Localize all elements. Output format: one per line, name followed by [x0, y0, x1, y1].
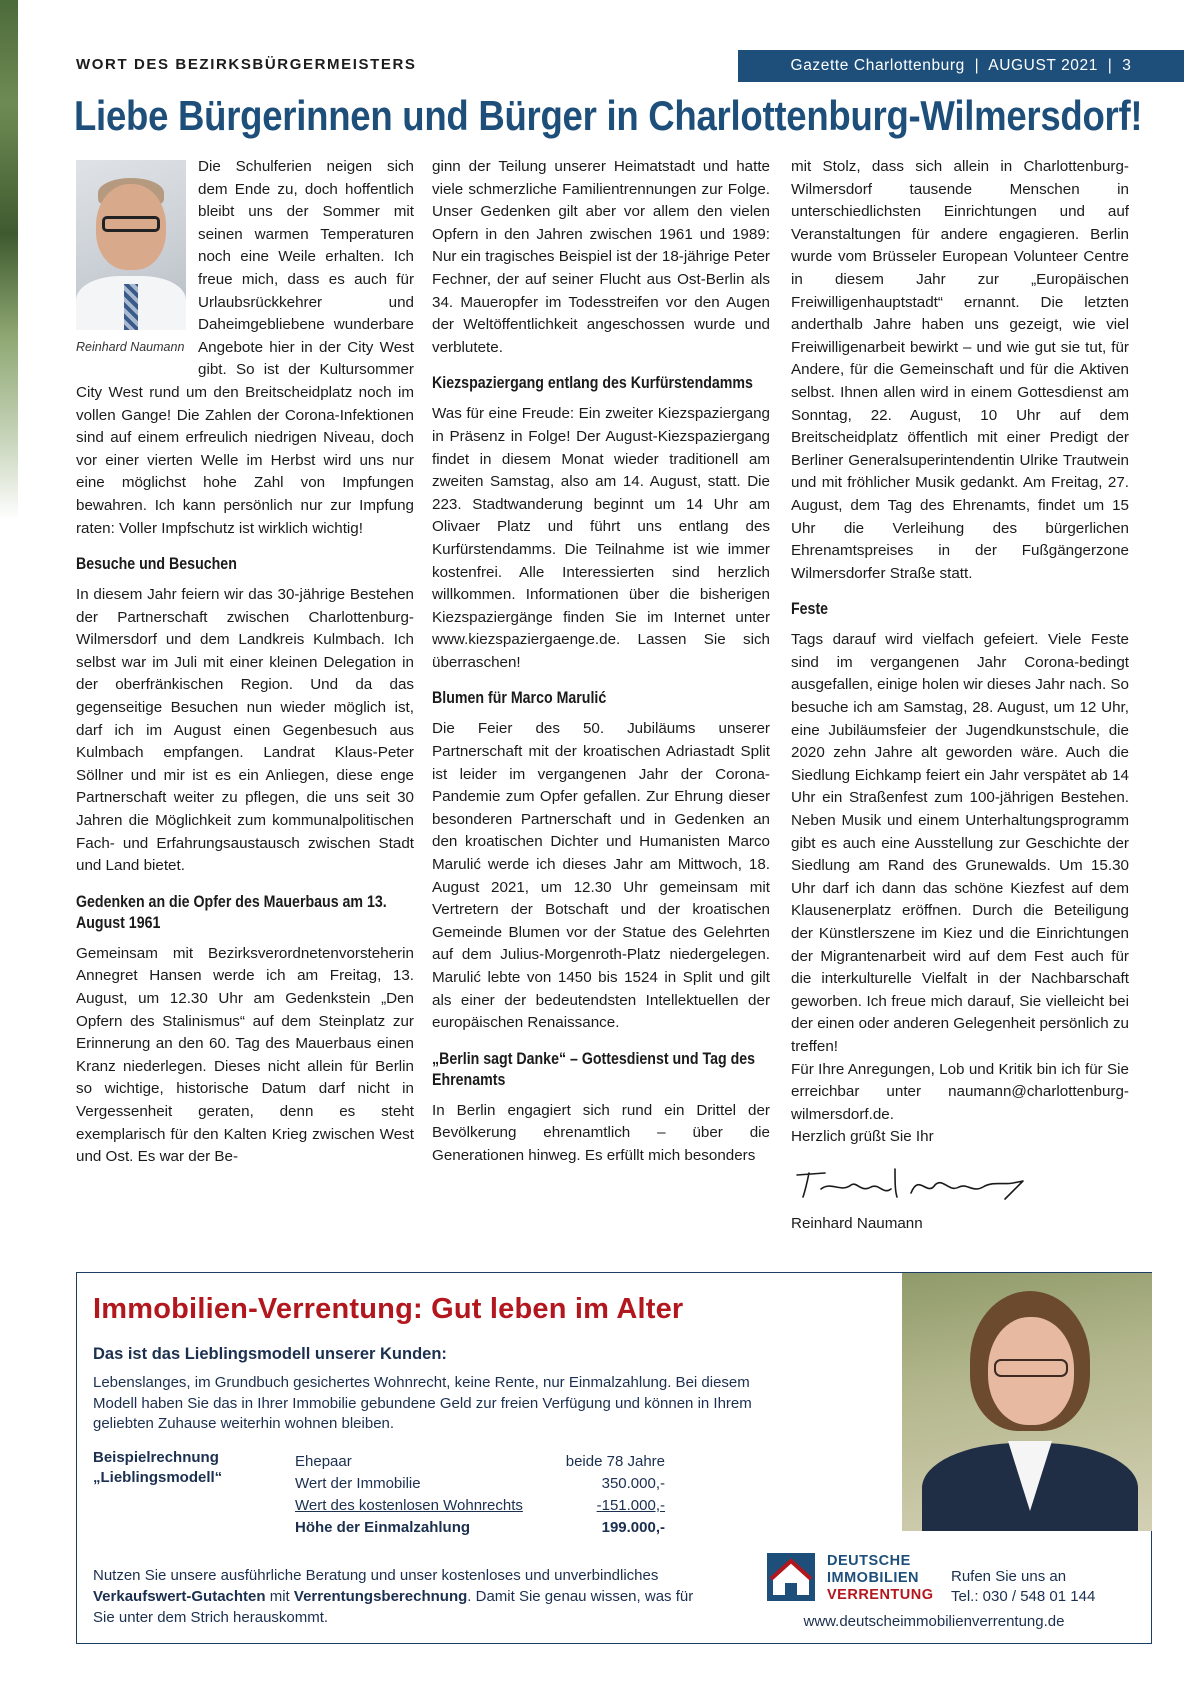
ad-website-link[interactable]: www.deutscheimmobilienverrentung.de [803, 1613, 1065, 1630]
company-logo [765, 1551, 1125, 1607]
calc-row [295, 1495, 665, 1517]
contact-phone[interactable]: Tel.: 030 / 548 01 144 [951, 1588, 1096, 1605]
ad-title: Immobilien-Verrentung: Gut leben im Alter [93, 1293, 684, 1325]
calc-row-value: beide 78 Jahre [565, 1453, 665, 1470]
advertisement-box [76, 1272, 1152, 1644]
ad-intro: Lebenslanges, im Grundbuch gesichertes Wohnrecht, keine Rente, nur Einmalzahlung. Bei diesem Modell haben Sie das in Ihrer Immobilie gebundene Geld zur freien Verfügung und können in Ihrem geliebten Zuhause weiterhin wohnen bleiben. [93, 1374, 752, 1432]
section-label: WORT DES BEZIRKSBÜRGERMEISTERS [76, 56, 417, 73]
article-column-1 [76, 156, 414, 1169]
calc-row-label: Wert des kostenlosen Wohnrechts [295, 1497, 523, 1514]
article-column-2 [432, 156, 770, 1168]
portrait-photo [76, 160, 186, 330]
ad-footer-part: . Damit Sie genau wissen, was für Sie unter dem Strich herauskommt. [93, 1588, 694, 1626]
portrait-figure [76, 160, 186, 359]
calc-row-value: -151.000,- [596, 1497, 665, 1514]
subheading-kiezspaziergang: Kiezspaziergang entlang des Kurfürstendamms [432, 374, 753, 393]
ad-footer-bold-gutachten: Verkaufswert-Gutachten [93, 1588, 266, 1605]
portrait-tie [124, 284, 138, 330]
house-logo-icon [765, 1551, 817, 1603]
ad-footer-bold-berechnung: Verrentungsberechnung [293, 1588, 468, 1605]
subheading-marulic: Blumen für Marco Marulić [432, 689, 607, 708]
ad-subtitle: Das ist das Lieblingsmodell unserer Kunden: [93, 1345, 447, 1363]
calc-row-label: Ehepaar [295, 1453, 352, 1470]
calc-row-value: 199.000,- [601, 1519, 665, 1536]
ad-portrait-photo [902, 1273, 1152, 1531]
ad-portrait-glasses [994, 1359, 1068, 1377]
paragraph-kiezspaziergang: Was für eine Freude: Ein zweiter Kiezspaziergang in Präsenz in Folge! Der August-Kiezspaziergang findet in diesem Monat wieder traditionell am zweiten Samstag, also am 14. August, statt. Die 223. Stadtwanderung beginnt um 14 Uhr am Olivaer Platz und führt uns entlang des Kurfürstendamms. Die Teilnahme ist wie immer kostenfrei. Alle Interessierten sind herzlich willkommen. Informationen über die bisherigen Kiezspaziergänge finden Sie im Internet unter www.kiezspaziergaenge.de. Lassen Sie sich überraschen! [432, 405, 770, 671]
paragraph-gedenken: Gemeinsam mit Bezirksverordnetenvorsteherin Annegret Hansen werde ich am Freitag, 13. August, um 12.30 Uhr am Gedenkstein „Den Opfern des Stalinismus“ auf dem Steinplatz zur Erinnerung an den 60. Tag des Mauerbaus einen Kranz niederlegen. Dieses nicht allein für Berlin so wichtige, historische Datum darf nicht in Vergessenheit geraten, denn es steht exemplarisch für den Kalten Krieg zwischen West und Ost. Es war der Be- [76, 944, 414, 1166]
ad-calc-label-line2: „Lieblingsmodell“ [93, 1469, 223, 1486]
paragraph-gedenken-continued: ginn der Teilung unserer Heimatstadt und hatte viele schmerzliche Familientrennungen zur Folge. Unser Gedenken gilt aber vor allem den vielen Opfern in den Jahren zwischen 1961 und 1989: Nur ein tragisches Beispiel ist der 18-jährige Peter Fechner, der auf seiner Flucht aus Ost-Berlin als 34. Maueropfer im Todesstreifen vor den Augen der Weltöffentlichkeit angeschossen wurde und verblutete. [432, 158, 770, 356]
gazette-issue-text: Gazette Charlottenburg | AUGUST 2021 | 3 [790, 57, 1132, 74]
subheading-gedenken: Gedenken an die Opfer des Mauerbaus am 13. August 1961 [76, 892, 387, 932]
ad-calculation-table [295, 1451, 665, 1539]
portrait-caption: Reinhard Naumann [76, 340, 185, 354]
calc-row-value: 350.000,- [601, 1475, 665, 1492]
contact-info [951, 1567, 1095, 1607]
portrait-glasses [102, 216, 160, 232]
logo-line-2: IMMOBILIEN [827, 1570, 919, 1586]
paragraph-contact: Für Ihre Anregungen, Lob und Kritik bin ich für Sie erreichbar unter naumann@charlottenburg-wilmersdorf.de. [791, 1060, 1129, 1123]
contact-call: Rufen Sie uns an [951, 1568, 1067, 1585]
paragraph-marulic: Die Feier des 50. Jubiläums unserer Partnerschaft mit der kroatischen Adriastadt Split ist leider im vergangenen Jahr der Corona-Pandemie zum Opfer gefallen. Zur Ehrung dieser besonderen Partnerschaft und in Gedenken an den kroatischen Dichter und Humanisten Marco Marulić werde ich dieses Jahr am Mittwoch, 18. August 2021, um 12.30 Uhr gemeinsam mit Vertretern der Botschaft und der kroatischen Gemeinde Blumen vor der Statue des Gelehrten auf dem Julius-Morgenroth-Platz niedergelegen. Marulić lebte von 1450 bis 1524 in Split und gilt als einer der bedeutendsten Intellektuellen der europäischen Renaissance. [432, 720, 770, 1032]
calc-row-total [295, 1517, 665, 1539]
article-column-3 [791, 156, 1129, 1235]
logo-line-3: VERRENTUNG [827, 1587, 934, 1603]
subheading-feste: Feste [791, 600, 829, 619]
subheading-besuche: Besuche und Besuchen [76, 555, 237, 574]
paragraph-greeting: Herzlich grüßt Sie Ihr [791, 1128, 934, 1146]
paragraph-besuche: In diesem Jahr feiern wir das 30-jährige Bestehen der Partnerschaft zwischen Charlottenburg-Wilmersdorf und dem Landkreis Kulmbach. Ich selbst war im Juli mit einer kleinen Delegation in der oberfränkischen Region. Und da das gegenseitige Besuchen nun wieder möglich ist, darf ich im August einen Gegenbesuch aus Kulmbach empfangen. Landrat Klaus-Peter Söllner und mir ist es ein Anliegen, diese enge Partnerschaft weiter zu pflegen, die uns seit 30 Jahren die Möglichkeit zum kommunalpolitischen Fach- und Erfahrungsaustausch zwischen Stadt und Land bietet. [76, 586, 414, 875]
subheading-berlin-sagt-danke: „Berlin sagt Danke“ – Gottesdienst und Tag des Ehrenamts [432, 1049, 756, 1089]
ad-footer-text [93, 1565, 713, 1628]
logo-line-1: DEUTSCHE [827, 1553, 911, 1569]
calc-row-label: Höhe der Einmalzahlung [295, 1519, 471, 1536]
decorative-foliage [0, 0, 18, 520]
signature-name: Reinhard Naumann [791, 1214, 923, 1232]
page-headline: Liebe Bürgerinnen und Bürger in Charlottenburg-Wilmersdorf! [74, 92, 1143, 139]
ad-footer-part: Nutzen Sie unsere ausführliche Beratung und unser kostenloses und unverbindliches [93, 1567, 659, 1584]
paragraph-intro: Die Schulferien neigen sich dem Ende zu, doch hoffentlich bleibt uns der Sommer mit seinen warmen Temperaturen noch eine Weile erhalten. Ich freue mich, dass es auch für Urlaubsrückkehrer und Daheimgebliebene wunderbare Angebote hier in der City West gibt. So ist der Kultursommer City West rund um den Breitscheidplatz noch im vollen Gange! Die Zahlen der Corona-Infektionen sind auf einem erfreulich niedrigen Niveau, doch vor einer vierten Welle im Herbst wird uns nur eine möglichst hohe Zahl von Impfungen bewahren. Ich kann persönlich nur zur Impfung raten: Voller Impfschutz ist wirklich wichtig! [76, 158, 414, 537]
logo-wordmark [827, 1553, 934, 1604]
gazette-issue-bar [738, 50, 1184, 82]
ad-footer-part: mit [265, 1588, 294, 1605]
calc-row [295, 1473, 665, 1495]
calc-row [295, 1451, 665, 1473]
paragraph-ehrenamt-continued: mit Stolz, dass sich allein in Charlottenburg-Wilmersdorf tausende Menschen in unterschiedlichsten Einrichtungen und auf Veranstaltungen für andere engagieren. Berlin wurde vom Brüsseler European Volunteer Centre in diesem Jahr zur „Europäischen Freiwilligenhauptstadt“ ernannt. Die letzten anderthalb Jahre haben uns gezeigt, wie viel Freiwilligenarbeit bewirkt – und wie gut sie tut, für Andere, für die Gemeinschaft und für die Aktiven selbst. Ihnen allen wird in einem Gottesdienst am Sonntag, 22. August, 10 Uhr auf dem Breitscheidplatz öffentlich mit einer Predigt der Berliner Generalsuperintendentin Ulrike Trautwein und mit fröhlicher Musik gedankt. Am Freitag, 27. August, dem Tag des Ehrenamts, findet um 15 Uhr die Verleihung des bürgerlichen Ehrenamtspreises in der Fußgängerzone Wilmersdorfer Straße statt. [791, 158, 1129, 582]
paragraph-ehrenamt: In Berlin engagiert sich rund ein Drittel der Bevölkerung ehrenamtlich – über die Generationen hinweg. Es erfüllt mich besonders [432, 1101, 770, 1164]
ad-calc-label-line1: Beispielrechnung [93, 1449, 219, 1466]
paragraph-feste: Tags darauf wird vielfach gefeiert. Viele Feste sind im vergangenen Jahr Corona-bedingt ausgefallen, einige holen wir dieses Jahr nach. So besuche ich am Samstag, 28. August, um 12 Uhr, eine Jubiläumsfeier der Jugendkunstschule, die 2020 zehn Jahre alt geworden wäre. Auch die Siedlung Eichkamp feiert ein Jahr verspätet ab 14 Uhr ein Straßenfest zum 100-jährigen Bestehen. Neben Musik und einem Unterhaltungsprogramm gibt es auch eine Ausstellung zur Geschichte der Siedlung am Rand des Grunewalds. Um 15.30 Uhr darf ich dann das schöne Kiezfest auf dem Klausenerplatz eröffnen. Durch die Beteiligung der Künstlerszene im Kiez und die Einrichtungen der Migrantenarbeit wird auf dem Fest auch für die interkulturelle Vielfalt in der Nachbarschaft geworben. Ich freue mich darauf, Sie vielleicht bei der einen oder anderen Gelegenheit persönlich zu treffen! [791, 631, 1129, 1055]
calc-row-label: Wert der Immobilie [295, 1475, 421, 1492]
signature-image [791, 1163, 1031, 1203]
ad-calc-label [93, 1448, 263, 1488]
